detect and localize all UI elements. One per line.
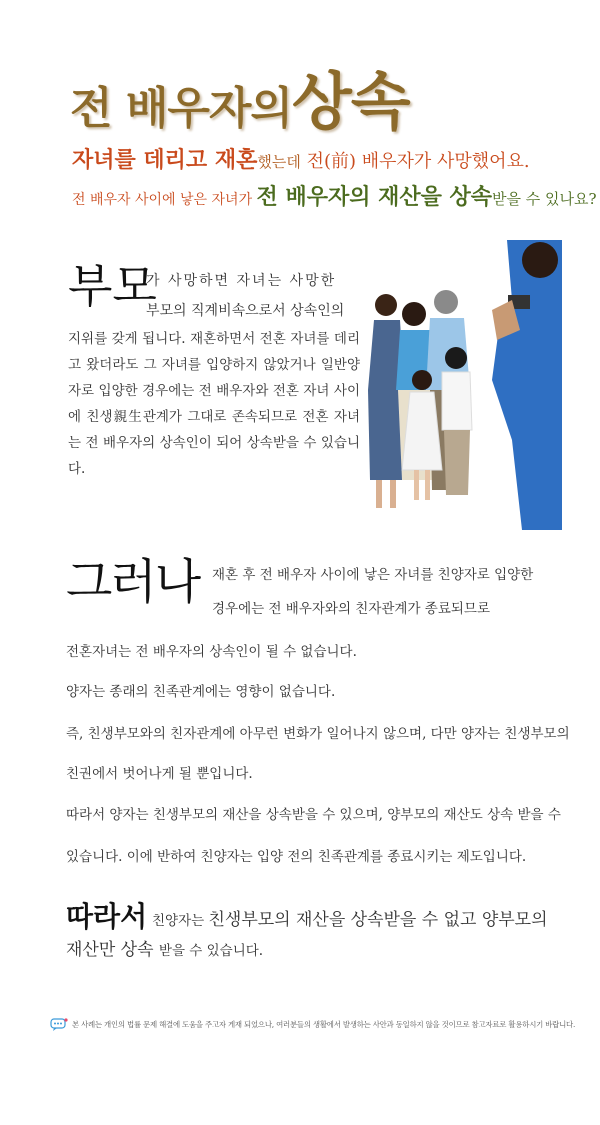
title-part2: 상속 <box>291 65 410 138</box>
section2-line2: 경우에는 전 배우자와의 친자관계가 종료되므로 <box>212 601 490 617</box>
question-emphasis: 자녀를 데리고 재혼 <box>72 147 258 173</box>
question-text: 전(前) 배우자가 사망했어요. <box>306 151 530 172</box>
question-line1 <box>72 143 530 174</box>
title-part1: 전 배우자의 <box>70 83 292 134</box>
question-text: 전 배우자 사이에 낳은 자녀가 <box>72 192 253 208</box>
section3-lead: 따라서 <box>66 900 148 933</box>
section2-paragraph: 즉, 친생부모와의 친자관계에 아무런 변화가 일어나지 않으며, 다만 양자는 친생부모의 <box>66 726 570 742</box>
section1-lead: 부모 <box>68 259 157 313</box>
section1-line2: 부모의 직계비속으로서 상속인의 <box>146 303 345 319</box>
section2-paragraph: 있습니다. 이에 반하여 친양자는 입양 전의 친족관계를 종료시키는 제도입니다. <box>66 849 527 865</box>
question-text: 받을 수 있나요? <box>492 190 597 208</box>
section2-lead: 그러나 <box>66 554 200 610</box>
section2-paragraph: 양자는 종래의 친족관계에는 영향이 없습니다. <box>66 684 336 700</box>
chat-bubble-icon <box>50 1018 68 1032</box>
question-text: 했는데 <box>257 153 301 171</box>
section3-emphasis: 재산만 상속 <box>66 940 154 960</box>
page-title <box>70 52 410 141</box>
section3-text: 친양자는 <box>152 913 205 929</box>
section1-line1: 가 사망하면 자녀는 사망한 <box>146 273 337 289</box>
question-emphasis: 전 배우자의 재산을 상속 <box>256 184 493 210</box>
section3-text: 받을 수 있습니다. <box>158 943 264 959</box>
question-line2 <box>72 180 597 211</box>
family-photo <box>362 240 562 530</box>
footer-disclaimer: 본 사례는 개인의 법률 문제 해결에 도움을 주고자 게재 되었으나, 여러분들의 생활에서 발생하는 사안과 동일하지 않을 것이므로 참고자료로 활용하시기 바랍니다. <box>72 1020 576 1029</box>
section3-line2 <box>66 935 263 960</box>
section1-body: 지위를 갖게 됩니다. 재혼하면서 전혼 자녀를 데리고 왔더라도 그 자녀를 입양하지 않았거나 일반양자로 입양한 경우에는 전 배우자와 전혼 자녀 사이에 친생親生관계가 그대로 존속되므로 전혼 자녀는 전 배우자의 상속인이 되어 상속받을 수 있습니다. <box>68 331 360 477</box>
section2-paragraph: 친권에서 벗어나게 될 뿐입니다. <box>66 766 253 782</box>
section2-paragraph: 따라서 양자는 친생부모의 재산을 상속받을 수 있으며, 양부모의 재산도 상속 받을 수 <box>66 807 561 823</box>
section3-line1 <box>152 905 548 930</box>
section3-emphasis: 친생부모의 재산을 상속받을 수 없고 양부모의 <box>208 910 548 930</box>
section2-paragraph: 전혼자녀는 전 배우자의 상속인이 될 수 없습니다. <box>66 644 357 660</box>
section2-line1: 재혼 후 전 배우자 사이에 낳은 자녀를 친양자로 입양한 <box>212 567 534 583</box>
